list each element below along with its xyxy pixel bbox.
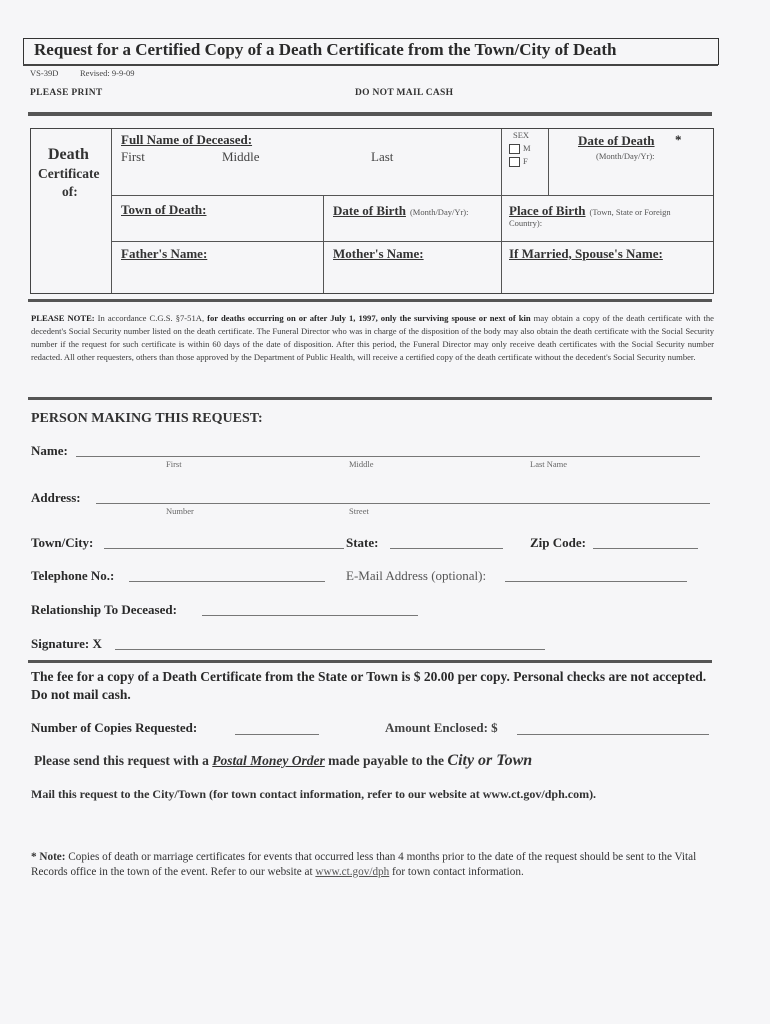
note-bottom-rule [28,397,712,400]
cap-last-name: Last Name [530,459,568,469]
state-label: State: [346,535,379,550]
requester-name-label: Name: [31,443,68,458]
requester-name-line [76,456,700,457]
footnote: * Note: Copies of death or marriage certificates for events that occurred less than 4 months prior to the date of the request should be sent to the Vital Records office in the town of the event. Refer to our website at www.ct.gov/dph for town contact information. [31,851,697,878]
state-field[interactable] [390,532,503,548]
cap-middle: Middle [349,459,374,469]
first-name-cap: First [121,149,145,164]
amount-enclosed-label: Amount Enclosed: $ [385,720,498,735]
state-line [390,548,503,549]
mother-name-field[interactable] [333,264,498,288]
city-or-town: City or Town [447,752,533,769]
address-field[interactable] [96,487,710,503]
deceased-name-field[interactable] [121,168,466,190]
town-of-death-label: Town of Death: [121,202,207,217]
sex-f-option[interactable]: F [509,156,528,167]
town-city-field[interactable] [104,532,344,548]
town-of-death-field[interactable] [121,220,321,240]
relationship-label: Relationship To Deceased: [31,602,177,617]
email-line [505,581,687,582]
zip-code-line [593,548,698,549]
please-note-paragraph: PLEASE NOTE: In accordance C.G.S. §7-51A, for deaths occurring on or after July 1, 1997, only the surviving spouse or next of kin may obtain a copy of the death certificate with the decedent's Social Security number listed on the death certificate. The Funeral Director who was in charge of the disposition of the body may also obtain the death certificate with the Social Security number if the request for such certificate is within 60 days of the date of disposition. After this period, the Funeral Director may only receive death certificates with the Social Security number redacted. All other requesters, others than those approved by the Department of Public Health, will receive a certified copy of the death certificate without the decedent's Social Security number. [31,313,714,362]
place-of-birth-label-group: Place of Birth (Town, State or Foreign [509,203,671,218]
email-label: E-Mail Address (optional): [346,568,487,583]
fee-notice: The fee for a copy of a Death Certificate from the State or Town is $ 20.00 per copy. Personal checks are not accepted. Do not mail cash. [31,669,707,702]
place-of-birth-field[interactable] [560,220,710,240]
date-of-death-label: Date of Death [578,133,655,148]
amount-enclosed-line [517,734,709,735]
cap-street: Street [349,506,369,516]
town-city-label: Town/City: [31,535,94,550]
mail-instructions: Mail this request to the City/Town (for town contact information, refer to our website at www.ct.gov/dph.com). [31,787,597,801]
table-bottom-rule [28,299,712,302]
zip-code-field[interactable] [593,532,698,548]
cap-first: First [166,459,182,469]
email-field[interactable] [505,565,687,581]
telephone-line [129,581,325,582]
side-title-certificate: Certificate [38,166,100,181]
middle-name-cap: Middle [222,149,260,164]
telephone-label: Telephone No.: [31,568,115,583]
signature-field[interactable] [115,633,545,649]
spouse-name-label: If Married, Spouse's Name: [509,246,663,261]
requester-name-field[interactable] [76,440,700,456]
dob-field[interactable] [333,220,498,240]
mother-name-label: Mother's Name: [333,246,424,261]
signature-line [115,649,545,650]
revised-date: Revised: 9-9-09 [80,68,135,78]
father-name-field[interactable] [121,264,321,288]
telephone-field[interactable] [129,565,325,581]
date-of-death-format: (Month/Day/Yr): [596,151,655,161]
signature-label: Signature: X [31,636,102,651]
dob-label-group: Date of Birth (Month/Day/Yr): [333,203,469,218]
copies-requested-label: Number of Copies Requested: [31,720,198,735]
form-title: Request for a Certified Copy of a Death Certificate from the Town/City of Death [34,40,617,59]
address-label: Address: [31,490,81,505]
side-title-of: of: [62,184,78,199]
title-rule [23,64,718,66]
please-print: PLEASE PRINT [30,88,103,98]
place-of-birth-hint: Country): [509,218,543,228]
copies-requested-field[interactable] [235,718,319,734]
spouse-name-field[interactable] [509,264,709,288]
relationship-field[interactable] [202,599,418,615]
sex-f-checkbox[interactable] [509,157,520,167]
date-of-death-field[interactable] [550,166,710,190]
form-code: VS-39D [30,68,59,78]
side-title-death: Death [48,146,89,163]
header-rule [28,112,712,116]
relationship-line [202,615,418,616]
father-name-label: Father's Name: [121,246,208,261]
send-instructions: Please send this request with a Postal Money Order made payable to the City or Town [34,752,533,769]
requester-section-title: PERSON MAKING THIS REQUEST: [31,411,263,426]
date-of-death-star: * [675,132,682,147]
address-line [96,503,710,504]
sex-m-checkbox[interactable] [509,144,520,154]
do-not-mail-cash: DO NOT MAIL CASH [355,88,454,98]
cap-number: Number [166,506,194,516]
copies-requested-line [235,734,319,735]
postal-money-order: Postal Money Order [212,753,325,768]
last-name-cap: Last [371,149,394,164]
fee-top-rule [28,660,712,663]
full-name-label: Full Name of Deceased: [121,132,253,147]
town-city-line [104,548,344,549]
sex-m-option[interactable]: M [509,143,531,154]
website-link[interactable]: www.ct.gov/dph [315,866,390,878]
sex-label: SEX [513,130,530,140]
amount-enclosed-field[interactable] [517,718,709,734]
zip-code-label: Zip Code: [530,535,586,550]
